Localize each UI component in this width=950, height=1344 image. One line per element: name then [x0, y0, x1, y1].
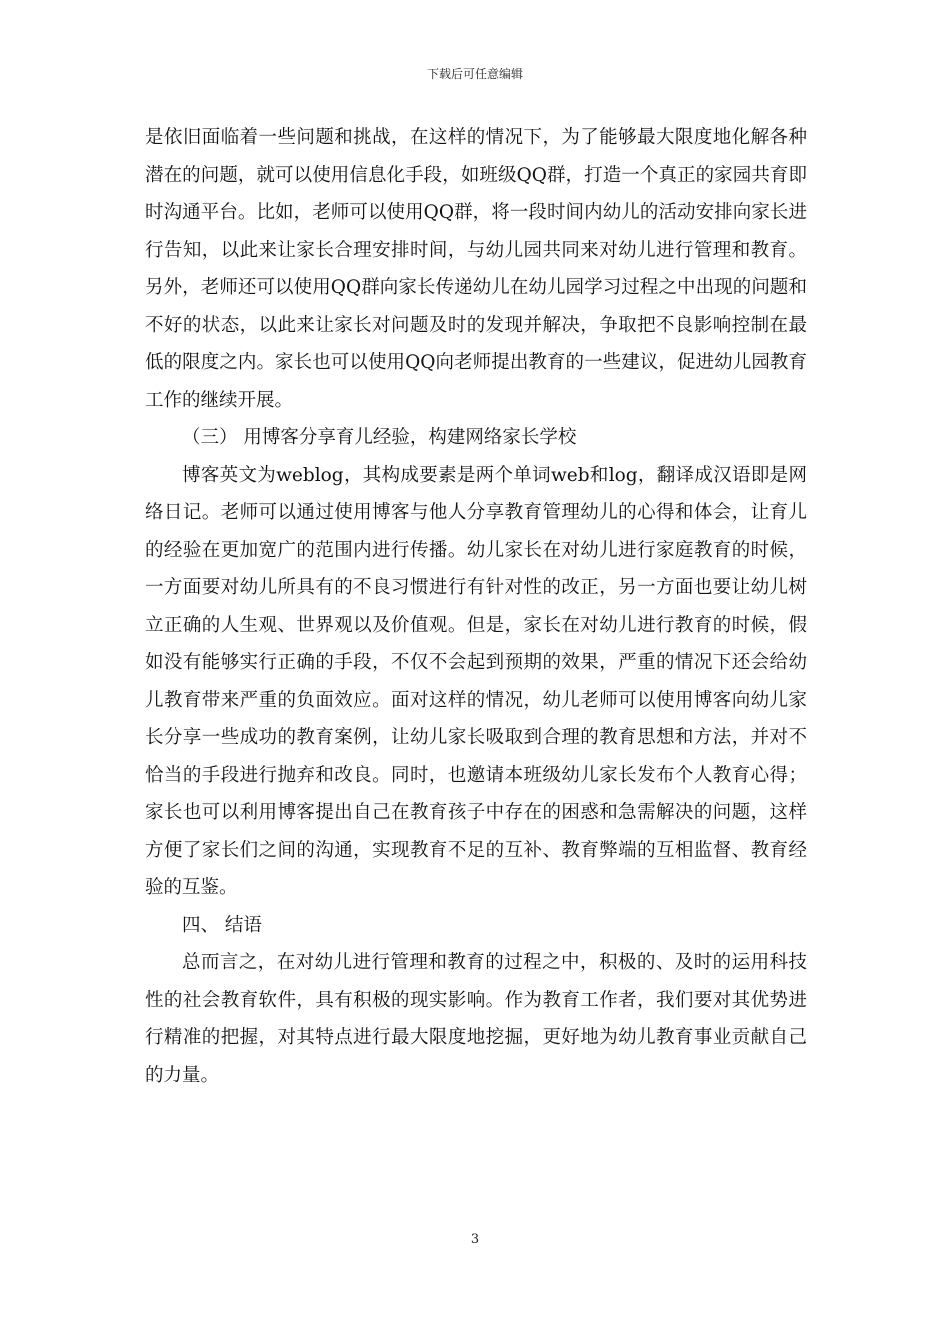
- page-header: 下载后可任意编辑: [426, 67, 523, 81]
- section-heading-conclusion: 四、 结语: [182, 914, 262, 936]
- page-number: 3: [470, 1232, 480, 1247]
- section-heading-blog: （三） 用博客分享育儿经验，构建网络家长学校: [182, 427, 577, 448]
- paragraph-conclusion: 总而言之，在对幼儿进行管理和教育的过程之中，积极的、及时的运用科技性的社会教育软件，具有积极的现实影响。作为教育工作者，我们要对其优势进行精准的把握，对其特点进行最大限度地挖掘，更好地为幼儿教育事业贡献自己的力量。: [145, 952, 807, 1086]
- paragraph-blog: 博客英文为weblog，其构成要素是两个单词web和log，翻译成汉语即是网络日记。老师可以通过使用博客与他人分享教育管理幼儿的心得和体会，让育儿的经验在更加宽广的范围内进行传播。幼儿家长在对幼儿进行家庭教育的时候，一方面要对幼儿所具有的不良习惯进行有针对性的改正，另一方面也要让幼儿树立正确的人生观、世界观以及价值观。但是，家长在对幼儿进行教育的时候，假如没有能够实行正确的手段，不仅不会起到预期的效果，严重的情况下还会给幼儿教育带来严重的负面效应。面对这样的情况，幼儿老师可以使用博客向幼儿家长分享一些成功的教育案例，让幼儿家长吸取到合理的教育思想和方法，并对不恰当的手段进行抛弃和改良。同时，也邀请本班级幼儿家长发布个人教育心得；家长也可以利用博客提出自己在教育孩子中存在的困惑和急需解决的问题，这样方便了家长们之间的沟通，实现教育不足的互补、教育弊端的互相监督、教育经验的互鉴。: [145, 464, 807, 898]
- document-body: [145, 119, 807, 1094]
- paragraph-qq-group: 是依旧面临着一些问题和挑战，在这样的情况下，为了能够最大限度地化解各种潜在的问题，就可以使用信息化手段，如班级QQ群，打造一个真正的家园共育即时沟通平台。比如，老师可以使用QQ群，将一段时间内幼儿的活动安排向家长进行告知，以此来让家长合理安排时间，与幼儿园共同来对幼儿进行管理和教育。另外，老师还可以使用QQ群向家长传递幼儿在幼儿园学习过程之中出现的问题和不好的状态，以此来让家长对问题及时的发现并解决，争取把不良影响控制在最低的限度之内。家长也可以使用QQ向老师提出教育的一些建议，促进幼儿园教育工作的继续开展。: [145, 127, 807, 411]
